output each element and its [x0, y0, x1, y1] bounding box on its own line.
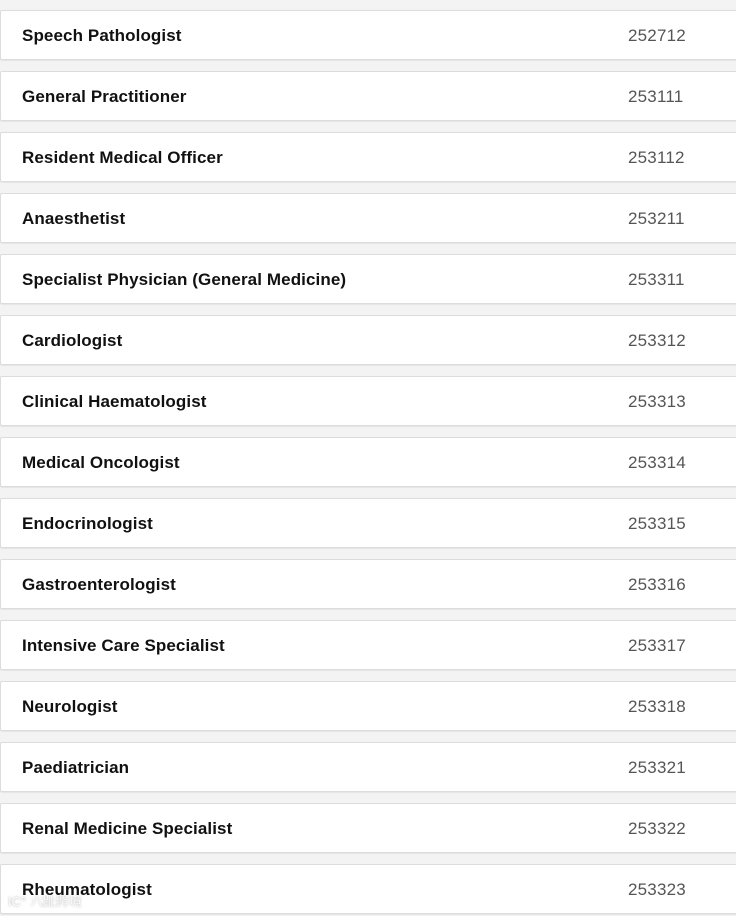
list-item[interactable] — [0, 254, 736, 304]
occupation-code: 253211 — [628, 209, 685, 228]
list-item[interactable] — [0, 193, 736, 243]
occupation-title: Renal Medicine Specialist — [22, 819, 233, 838]
list-item[interactable] — [0, 71, 736, 121]
occupation-list — [0, 10, 736, 916]
occupation-title: General Practitioner — [22, 87, 187, 106]
list-item[interactable] — [0, 132, 736, 182]
list-item[interactable] — [0, 10, 736, 60]
occupation-title: Gastroenterologist — [22, 575, 176, 594]
occupation-title: Intensive Care Specialist — [22, 636, 225, 655]
occupation-code: 253321 — [628, 758, 686, 777]
occupation-title: Neurologist — [22, 697, 118, 716]
occupation-code: 253318 — [628, 697, 686, 716]
occupation-code: 253311 — [628, 270, 685, 289]
occupation-code: 253316 — [628, 575, 686, 594]
occupation-title: Paediatrician — [22, 758, 130, 777]
occupation-title: Specialist Physician (General Medicine) — [22, 270, 347, 289]
occupation-title: Rheumatologist — [22, 880, 152, 899]
watermark: IC° 六趾跨境 — [8, 894, 82, 909]
list-item[interactable] — [0, 864, 736, 914]
occupation-code: 253313 — [628, 392, 686, 411]
occupation-code: 253112 — [628, 148, 685, 167]
occupation-code: 253322 — [628, 819, 686, 838]
list-item[interactable] — [0, 742, 736, 792]
occupation-code: 253323 — [628, 880, 686, 899]
list-item[interactable] — [0, 376, 736, 426]
occupation-title: Medical Oncologist — [22, 453, 180, 472]
list-item[interactable] — [0, 315, 736, 365]
occupation-title: Resident Medical Officer — [22, 148, 223, 167]
occupation-code: 253312 — [628, 331, 686, 350]
list-item[interactable] — [0, 803, 736, 853]
occupation-code: 253317 — [628, 636, 686, 655]
occupation-title: Endocrinologist — [22, 514, 153, 533]
list-item[interactable] — [0, 498, 736, 548]
occupation-code: 253314 — [628, 453, 686, 472]
occupation-title: Anaesthetist — [22, 209, 126, 228]
occupation-code: 253111 — [628, 87, 684, 106]
list-item[interactable] — [0, 620, 736, 670]
occupation-title: Clinical Haematologist — [22, 392, 207, 411]
occupation-code: 252712 — [628, 26, 686, 45]
occupation-code: 253315 — [628, 514, 686, 533]
list-item[interactable] — [0, 437, 736, 487]
list-item[interactable] — [0, 681, 736, 731]
occupation-title: Cardiologist — [22, 331, 123, 350]
occupation-title: Speech Pathologist — [22, 26, 182, 45]
list-item[interactable] — [0, 559, 736, 609]
